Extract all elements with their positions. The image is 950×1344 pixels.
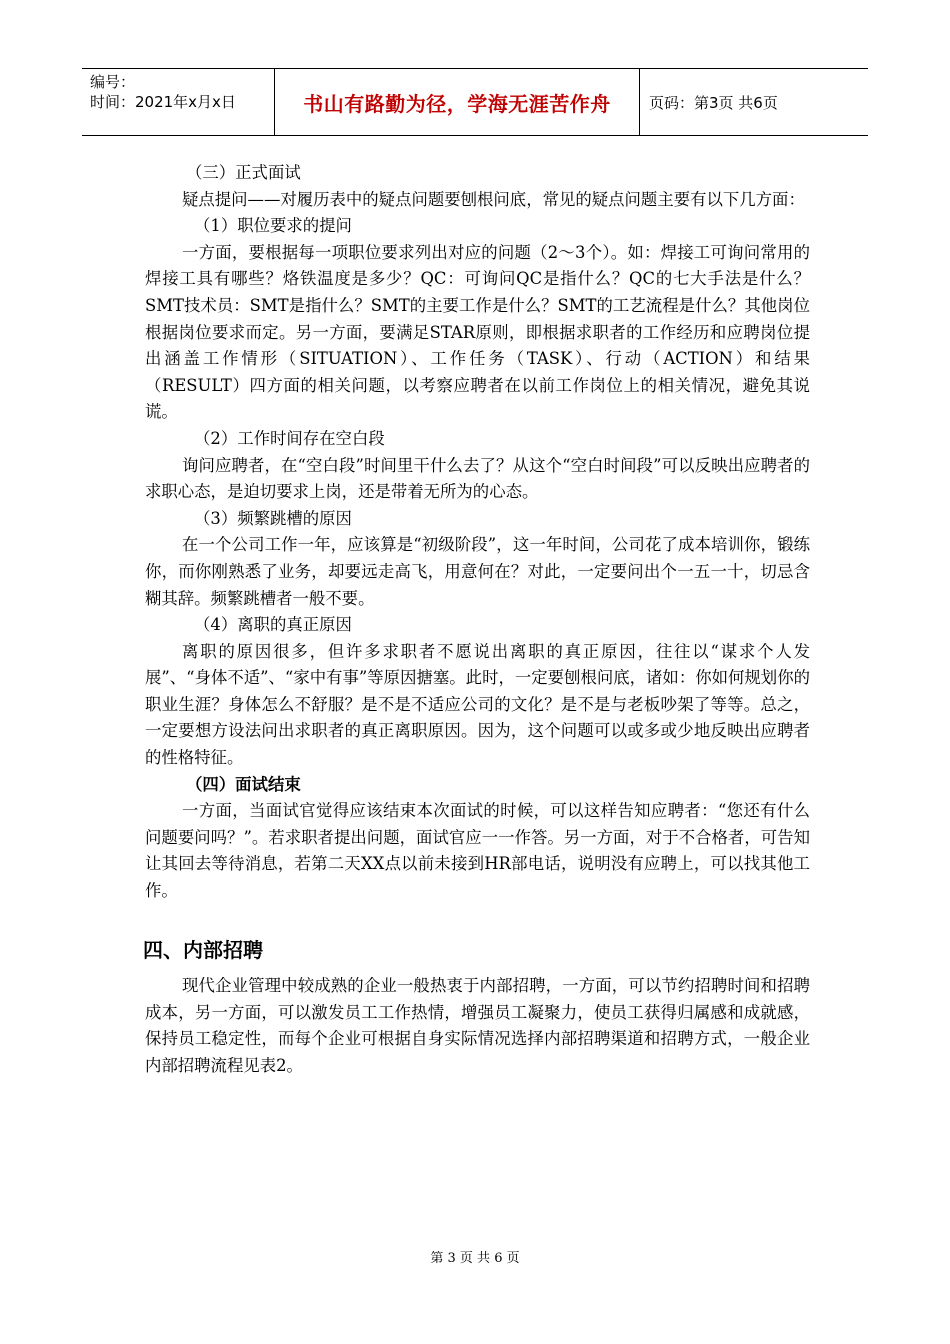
subheading-4: （4）离职的真正原因 <box>194 615 352 635</box>
code-label: 编号： <box>90 73 136 91</box>
header-page-info: 页码：第3页 共6页 <box>649 93 778 112</box>
time-label: 时间：2021年x月x日 <box>90 93 236 111</box>
page-footer: 第 3 页 共 6 页 <box>430 1251 520 1266</box>
chapter-heading: 四、内部招聘 <box>143 937 263 962</box>
section-heading-3: （三）正式面试 <box>186 163 301 182</box>
subheading-3: （3）频繁跳槽的原因 <box>194 508 352 528</box>
paragraph-2: 询问应聘者，在“空白段”时间里干什么去了？从这个“空白时间段”可以反映出应聘者的求职心态，是迫切要求上岗，还是带着无所为的心态。 <box>145 455 810 502</box>
paragraph-intro: 疑点提问——对履历表中的疑点问题要刨根问底，常见的疑点问题主要有以下几方面： <box>182 189 805 209</box>
subheading-2: （2）工作时间存在空白段 <box>194 428 385 448</box>
subheading-1: （1）职位要求的提问 <box>194 216 352 236</box>
header-motto: 书山有路勤为径，学海无涯苦作舟 <box>275 69 640 135</box>
paragraph-4: 离职的原因很多，但许多求职者不愿说出离职的真正原因，往往以“谋求个人发展”、“身体不适”、“家中有事”等原因搪塞。此时，一定要刨根问底，诸如：你如何规划你的职业生涯？身体怎么不舒服？是不是不适应公司的文化？是不是与老板吵架了等等。总之，一定要想方设法问出求职者的真正离职原因。因为，这个问题可以或多或少地反映出应聘者的性格特征。 <box>145 641 810 768</box>
paragraph-1: 一方面，要根据每一项职位要求列出对应的问题（2～3个）。如：焊接工可询问常用的焊接工具有哪些？烙铁温度是多少？QC：可询问QC是指什么？QC的七大手法是什么？SMT技术员：SMT是指什么？SMT的主要工作是什么？SMT的工艺流程是什么？其他岗位根据岗位要求而定。另一方面，要满足STAR原则，即根据求职者的工作经历和应聘岗位提出涵盖工作情形（SITUATION）、工作任务（TASK）、行动（ACTION）和结果（RESULT）四方面的相关问题，以考察应聘者在以前工作岗位上的相关情况，避免其说谎。 <box>145 242 810 422</box>
header-meta <box>82 69 275 135</box>
paragraph-5: 一方面，当面试官觉得应该结束本次面试的时候，可以这样告知应聘者：“您还有什么问题要问吗？”。若求职者提出问题，面试官应一一作答。另一方面，对于不合格者，可告知让其回去等待消息，若第二天XX点以前未接到HR部电话，说明没有应聘上，可以找其他工作。 <box>145 801 810 901</box>
section-heading-4: （四）面试结束 <box>186 774 301 794</box>
paragraph-3: 在一个公司工作一年，应该算是“初级阶段”，这一年时间，公司花了成本培训你，锻练你，而你刚熟悉了业务，却要远走高飞，用意何在？对此，一定要问出个一五一十，切忌含糊其辞。频繁跳槽者一般不要。 <box>145 535 810 608</box>
page-header <box>82 68 868 136</box>
paragraph-6: 现代企业管理中较成熟的企业一般热衷于内部招聘，一方面，可以节约招聘时间和招聘成本，另一方面，可以激发员工工作热情，增强员工凝聚力，使员工获得归属感和成就感，保持员工稳定性，而每个企业可根据自身实际情况选择内部招聘渠道和招聘方式，一般企业内部招聘流程见表2。 <box>145 976 810 1075</box>
document-body <box>145 160 810 1080</box>
